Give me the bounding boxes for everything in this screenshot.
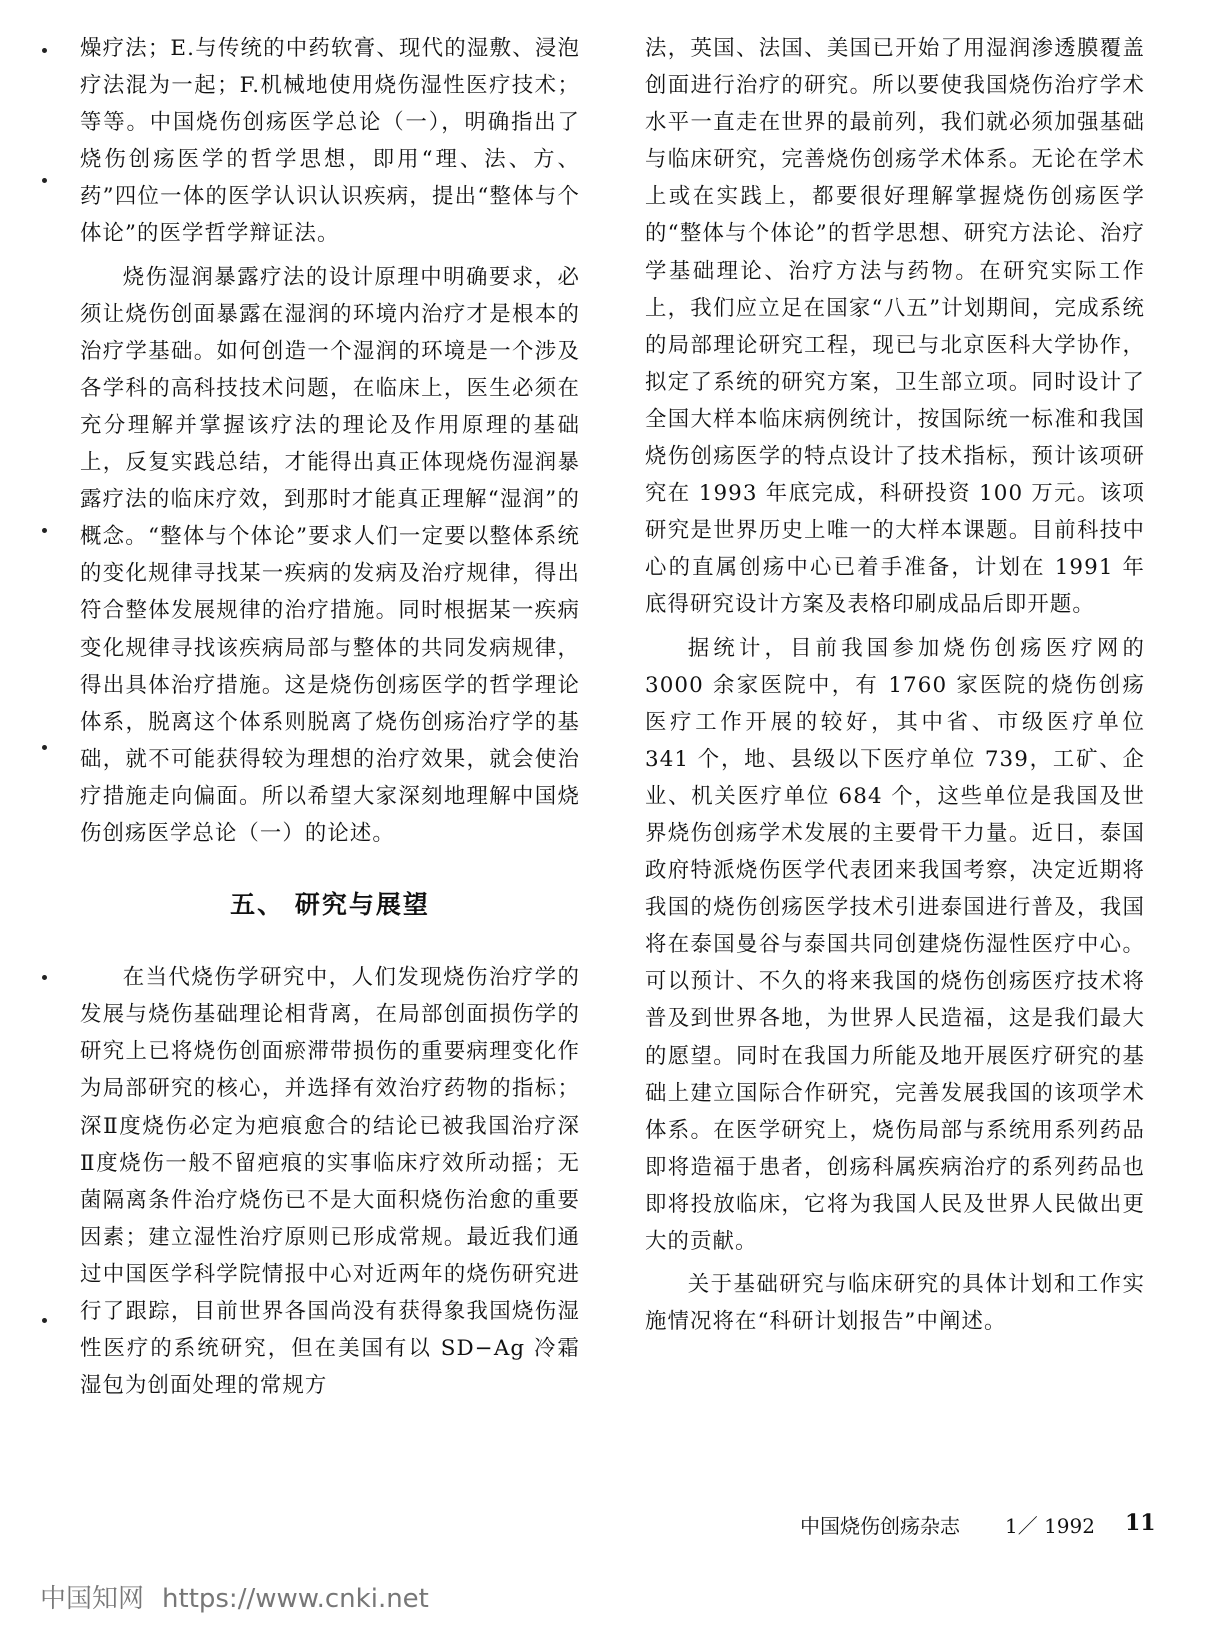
body-paragraph: 关于基础研究与临床研究的具体计划和工作实施情况将在“科研计划报告”中阐述。 (645, 1272, 1145, 1335)
scan-mark (42, 178, 47, 183)
scan-mark (42, 745, 47, 750)
footer-journal-name: 中国烧伤创疡杂志 (800, 1514, 960, 1538)
watermark (40, 1578, 429, 1615)
right-column (645, 30, 1145, 1346)
scan-mark (42, 528, 47, 533)
body-paragraph: 燥疗法；E.与传统的中药软膏、现代的湿敷、浸泡疗法混为一起；F.机械地使用烧伤湿性医疗技术；等等。中国烧伤创疡医学总论（一），明确指出了烧伤创疡医学的哲学思想，即用“理、法、方、药”四位一体的医学认识认识疾病，提出“整体与个体论”的医学哲学辩证法。 (80, 36, 580, 247)
watermark-url[interactable]: https://www.cnki.net (162, 1584, 429, 1614)
body-paragraph: 据统计，目前我国参加烧伤创疡医疗网的 3000 余家医院中，有 1760 家医院的烧伤创疡医疗工作开展的较好，其中省、市级医疗单位 341 个，地、县级以下医疗单位 739，工矿、企业、机关医疗单位 684 个，这些单位是我国及世界烧伤创疡学术发展的主要骨干力量。近日，泰国政府特派烧伤医学代表团来我国考察，决定近期将我国的烧伤创疡医学技术引进泰国进行普及，我国将在泰国曼谷与泰国共同创建烧伤湿性医疗中心。可以预计、不久的将来我国的烧伤创疡医疗技术将普及到世界各地，为世界人民造福，这是我们最大的愿望。同时在我国力所能及地开展医疗研究的基础上建立国际合作研究，完善发展我国的该项学术体系。在医学研究上，烧伤局部与系统用系列药品即将造福于患者，创疡科属疾病治疗的系列药品也即将投放临床，它将为我国人民及世界人民做出更大的贡献。 (645, 635, 1145, 1254)
body-paragraph: 法，英国、法国、美国已开始了用湿润渗透膜覆盖创面进行治疗的研究。所以要使我国烧伤治疗学术水平一直走在世界的最前列，我们就必须加强基础与临床研究，完善烧伤创疡学术体系。无论在学术上或在实践上，都要很好理解掌握烧伤创疡医学的“整体与个体论”的哲学思想、研究方法论、治疗学基础理论、治疗方法与药物。在研究实际工作上，我们应立足在国家“八五”计划期间，完成系统的局部理论研究工程，现已与北京医科大学协作，拟定了系统的研究方案，卫生部立项。同时设计了全国大样本临床病例统计，按国际统一标准和我国烧伤创疡医学的特点设计了技术指标，预计该项研究在 1993 年底完成，科研投资 100 万元。该项研究是世界历史上唯一的大样本课题。目前科技中心的直属创疡中心已着手准备，计划在 1991 年底得研究设计方案及表格印刷成品后即开题。 (645, 36, 1145, 618)
section-heading: 五、 研究与展望 (230, 890, 430, 920)
left-column (80, 30, 580, 1410)
scan-mark (42, 48, 47, 53)
page-number: 11 (1125, 1510, 1156, 1536)
scan-mark (42, 1318, 47, 1323)
footer-issue: 1／ 1992 (1005, 1514, 1095, 1538)
body-paragraph: 烧伤湿润暴露疗法的设计原理中明确要求，必须让烧伤创面暴露在湿润的环境内治疗才是根本的治疗学基础。如何创造一个湿润的环境是一个涉及各学科的高科技技术问题，在临床上，医生必须在充分理解并掌握该疗法的理论及作用原理的基础上，反复实践总结，才能得出真正体现烧伤湿润暴露疗法的临床疗效，到那时才能真正理解“湿润”的概念。“整体与个体论”要求人们一定要以整体系统的变化规律寻找某一疾病的发病及治疗规律，得出符合整体发展规律的治疗措施。同时根据某一疾病变化规律寻找该疾病局部与整体的共同发病规律，得出具体治疗措施。这是烧伤创疡医学的哲学理论体系，脱离这个体系则脱离了烧伤创疡治疗学的基础，就不可能获得较为理想的治疗效果，就会使治疗措施走向偏面。所以希望大家深刻地理解中国烧伤创疡医学总论（一）的论述。 (80, 264, 580, 846)
body-paragraph: 在当代烧伤学研究中，人们发现烧伤治疗学的发展与烧伤基础理论相背离，在局部创面损伤学的研究上已将烧伤创面瘀滞带损伤的重要病理变化作为局部研究的核心，并选择有效治疗药物的指标；深Ⅱ度烧伤必定为疤痕愈合的结论已被我国治疗深Ⅱ度烧伤一般不留疤痕的实事临床疗效所动摇；无菌隔离条件治疗烧伤已不是大面积烧伤治愈的重要因素；建立湿性治疗原则已形成常规。最近我们通过中国医学科学院情报中心对近两年的烧伤研究进行了跟踪，目前世界各国尚没有获得象我国烧伤湿性医疗的系统研究，但在美国有以 SD−Ag 冷霜湿包为创面处理的常规方 (80, 965, 580, 1399)
scan-mark (42, 975, 47, 980)
watermark-brand: 中国知网 (40, 1584, 145, 1614)
